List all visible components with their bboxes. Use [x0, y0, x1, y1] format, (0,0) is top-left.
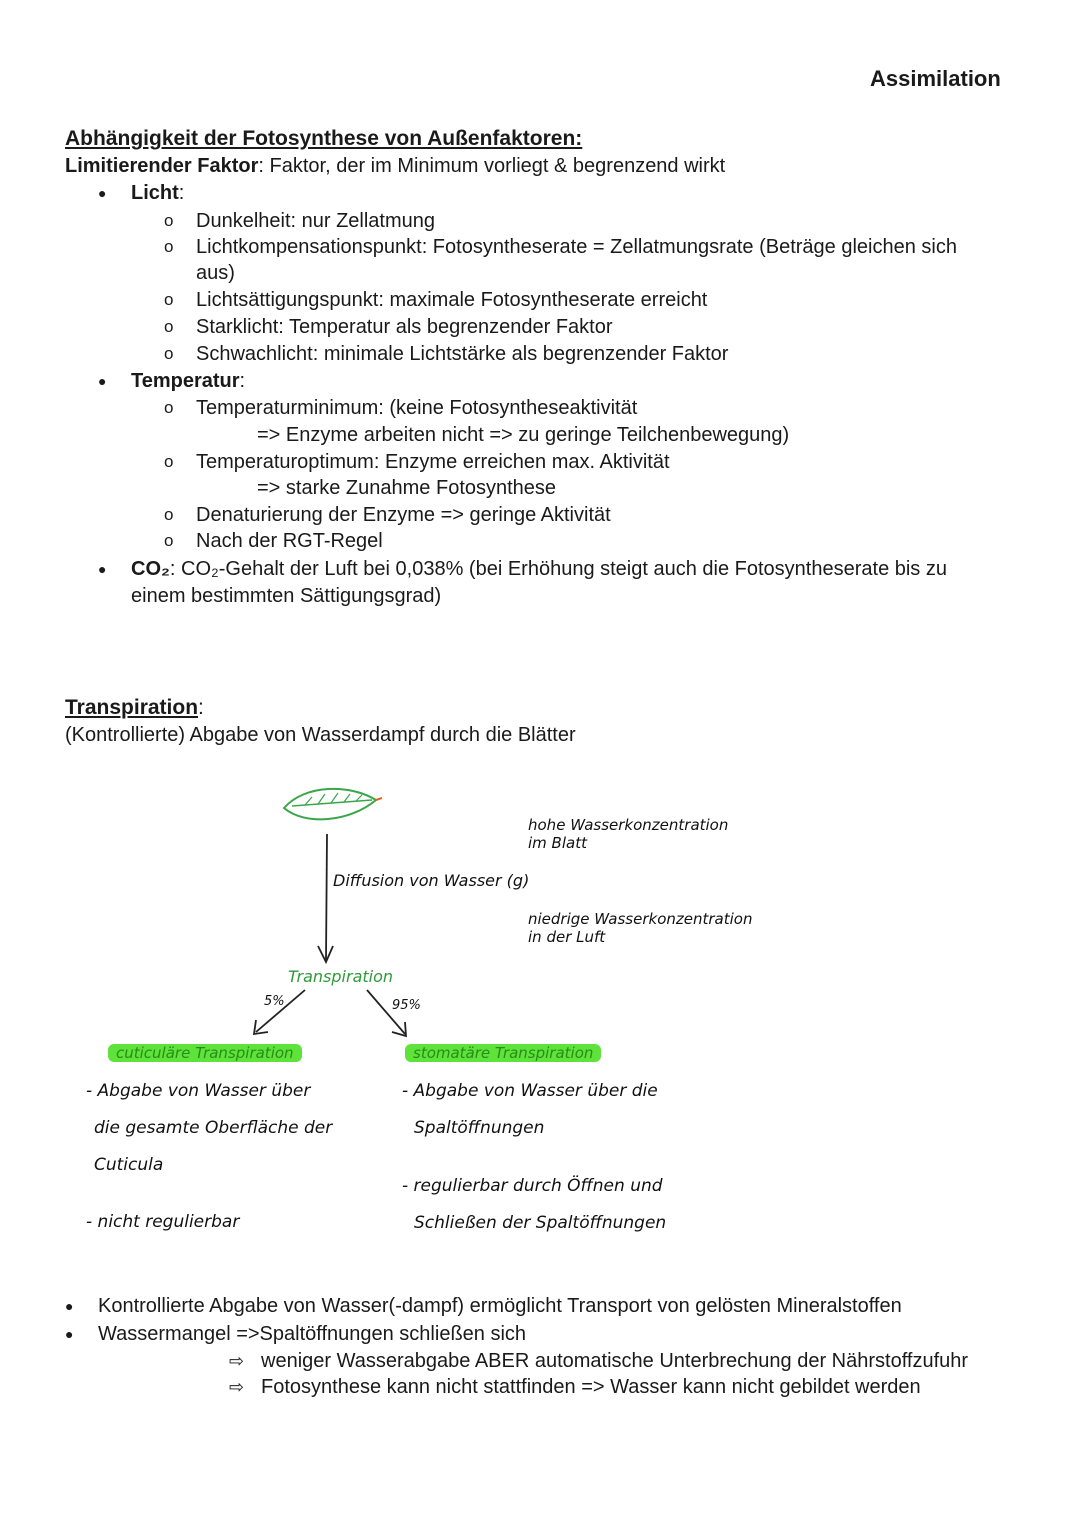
cuticular-percent: 5% — [264, 994, 285, 1009]
co2-line-continuation: einem bestimmten Sättigungsgrad) — [131, 585, 442, 607]
limiting-factor-definition — [65, 153, 725, 179]
co2-line: CO₂: CO₂-Gehalt der Luft bei 0,038% (bei Erhöhung steigt auch die Fotosyntheserate bis zu — [131, 558, 947, 580]
diffusion-label: Diffusion von Wasser (g) — [333, 871, 530, 890]
licht-item: Starklicht: Temperatur als begrenzender Faktor — [196, 316, 613, 338]
limiting-factor-term: Limitierender Faktor — [65, 155, 259, 177]
consequence-item: weniger Wasserabgabe ABER automatische Unterbrechung der Nährstoffzufuhr — [261, 1350, 969, 1372]
transpiration-bullet: Kontrollierte Abgabe von Wasser(-dampf) ermöglicht Transport von gelösten Mineralstoffen — [98, 1295, 902, 1317]
bullet-icon: ● — [98, 373, 107, 389]
consequence-item: Fotosynthese kann nicht stattfinden => Wasser kann nicht gebildet werden — [261, 1376, 921, 1398]
cuticular-note: - nicht regulierbar — [86, 1212, 240, 1232]
licht-item: Schwachlicht: minimale Lichtstärke als begrenzender Faktor — [196, 343, 729, 365]
cuticular-note: - Abgabe von Wasser über — [86, 1081, 311, 1101]
licht-item: Lichtsättigungspunkt: maximale Fotosyntheserate erreicht — [196, 289, 708, 311]
stomatal-note: - regulierbar durch Öffnen und — [402, 1176, 663, 1196]
sub-bullet-icon: o — [164, 452, 174, 471]
temperatur-item: Temperaturminimum: (keine Fotosyntheseaktivität — [196, 397, 638, 419]
stomatal-heading: stomatäre Transpiration — [405, 1043, 601, 1063]
down-arrow-icon — [318, 834, 333, 962]
transpiration-bullet: Wassermangel =>Spaltöffnungen schließen sich — [98, 1323, 527, 1345]
sub-bullet-icon: o — [164, 290, 174, 309]
bullet-icon: ● — [98, 561, 107, 577]
right-arrow-icon: ⇨ — [229, 1351, 245, 1371]
licht-label: Licht: — [131, 182, 185, 204]
sub-bullet-icon: o — [164, 505, 174, 524]
cuticular-note: die gesamte Oberfläche der — [94, 1118, 333, 1138]
section-heading-transpiration: Transpiration: — [65, 696, 204, 719]
page-title: Assimilation — [870, 66, 1001, 91]
licht-item: Dunkelheit: nur Zellatmung — [196, 210, 436, 232]
temperatur-item-consequence: => starke Zunahme Fotosynthese — [257, 477, 557, 499]
temperatur-item: Nach der RGT-Regel — [196, 530, 383, 552]
stomatal-note: Spaltöffnungen — [414, 1118, 545, 1138]
cuticular-heading: cuticuläre Transpiration — [108, 1043, 302, 1063]
sub-bullet-icon: o — [164, 237, 174, 256]
stomatal-percent: 95% — [392, 998, 421, 1013]
transpiration-center-label: Transpiration — [288, 967, 394, 986]
low-concentration-label-line1: niedrige Wasserkonzentration — [528, 910, 753, 928]
bullet-icon: ● — [98, 185, 107, 201]
sub-bullet-icon: o — [164, 211, 174, 230]
temperatur-item: Denaturierung der Enzyme => geringe Aktivität — [196, 504, 611, 526]
temperatur-item: Temperaturoptimum: Enzyme erreichen max. Aktivität — [196, 451, 670, 473]
temperatur-label: Temperatur: — [131, 370, 246, 392]
cuticular-note: Cuticula — [94, 1155, 164, 1175]
licht-item-continuation: aus) — [196, 262, 235, 284]
temperatur-item-consequence: => Enzyme arbeiten nicht => zu geringe Teilchenbewegung) — [257, 424, 790, 446]
right-arrow-icon: ⇨ — [229, 1377, 245, 1397]
transpiration-definition: (Kontrollierte) Abgabe von Wasserdampf durch die Blätter — [65, 724, 576, 746]
stomatal-note: - Abgabe von Wasser über die — [402, 1081, 658, 1101]
sub-bullet-icon: o — [164, 398, 174, 417]
leaf-icon — [284, 789, 382, 819]
high-concentration-label-line2: im Blatt — [528, 834, 587, 852]
section-heading-photosynthesis: Abhängigkeit der Fotosynthese von Außenfaktoren: — [65, 127, 583, 150]
sub-bullet-icon: o — [164, 344, 174, 363]
high-concentration-label-line1: hohe Wasserkonzentration — [528, 816, 729, 834]
sub-bullet-icon: o — [164, 531, 174, 550]
low-concentration-label-line2: in der Luft — [528, 928, 606, 946]
sub-bullet-icon: o — [164, 317, 174, 336]
right-branch-arrow-icon — [367, 990, 406, 1036]
bullet-icon: ● — [65, 1326, 74, 1342]
bullet-icon: ● — [65, 1298, 74, 1314]
licht-item: Lichtkompensationspunkt: Fotosyntheserate = Zellatmungsrate (Beträge gleichen sich — [196, 236, 957, 258]
limiting-factor-text: : Faktor, der im Minimum vorliegt & begrenzend wirkt — [258, 155, 726, 177]
stomatal-note: Schließen der Spaltöffnungen — [414, 1213, 667, 1233]
